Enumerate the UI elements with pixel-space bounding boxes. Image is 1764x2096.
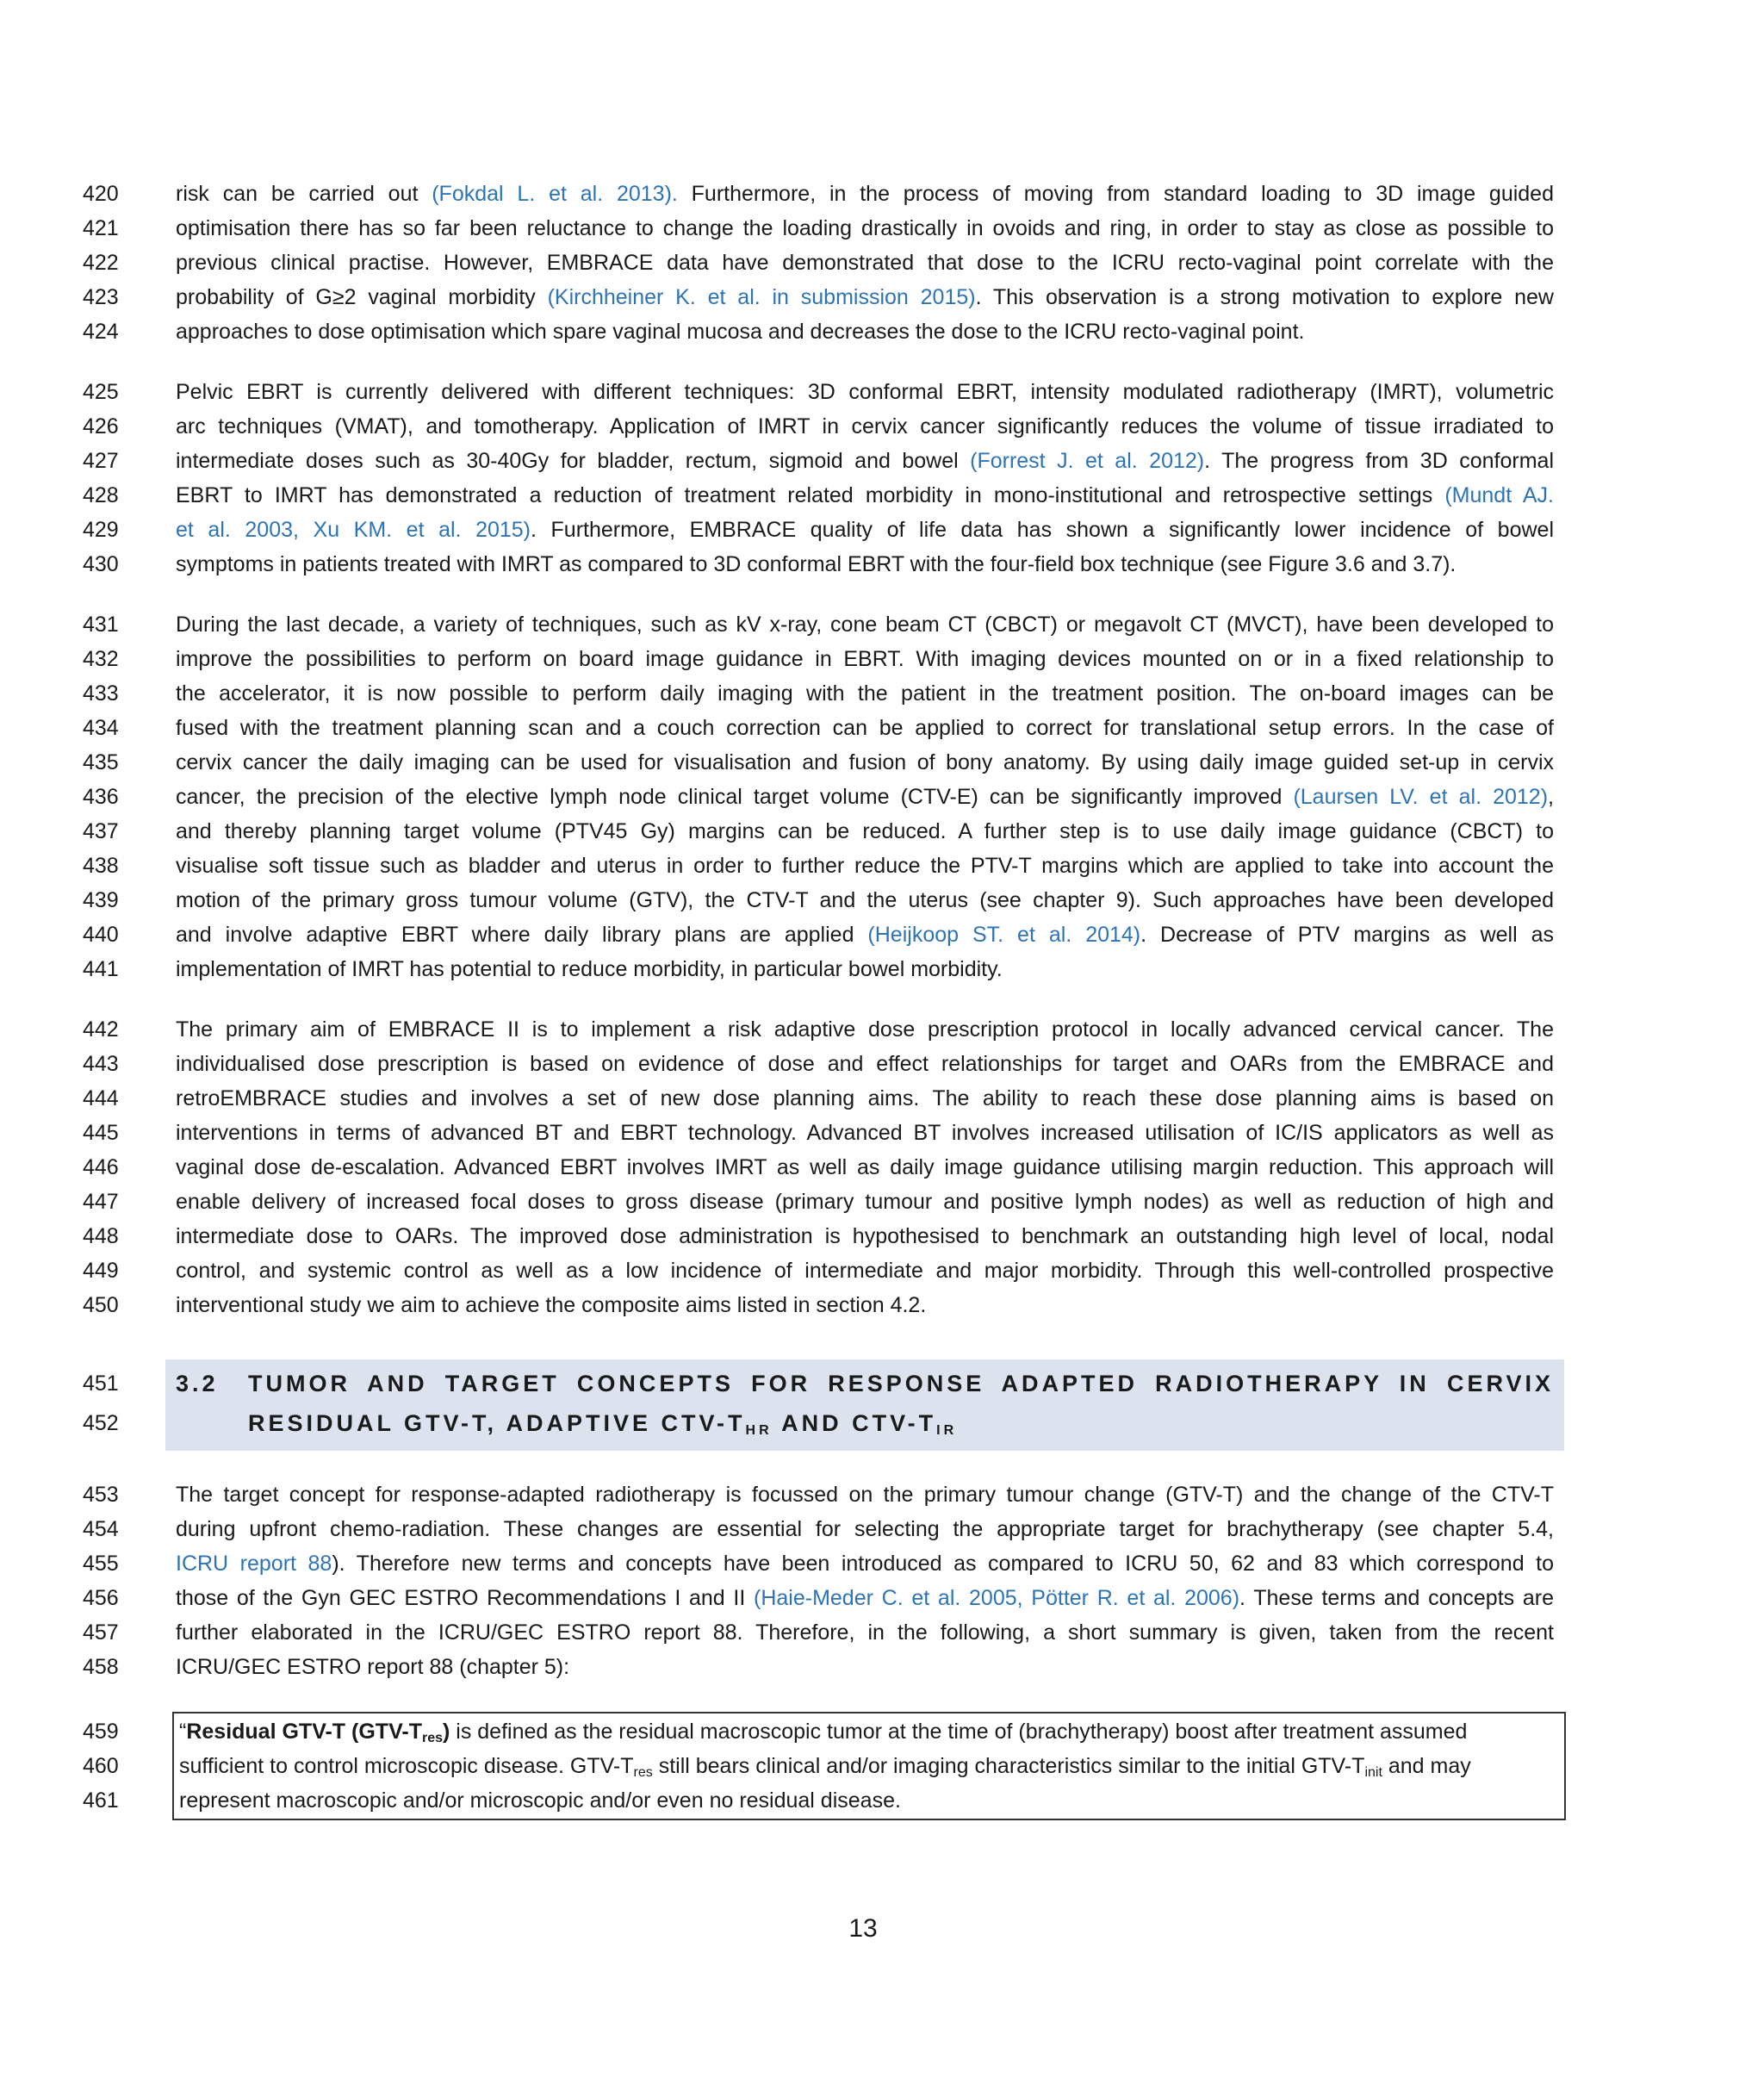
- line-number: 426: [83, 414, 119, 438]
- text-line: [0, 1288, 1764, 1322]
- line-number: 427: [83, 449, 119, 473]
- line-text: [176, 780, 1554, 814]
- citation-link[interactable]: (Heijkoop ST. et al. 2014): [867, 923, 1141, 947]
- text-line: [0, 409, 1764, 444]
- text-line: [0, 1012, 1764, 1047]
- line-text: [176, 883, 1554, 917]
- text-line: [0, 280, 1764, 314]
- line-text: [176, 547, 1554, 582]
- text-line: [0, 1185, 1764, 1219]
- line-text: [176, 1288, 1554, 1322]
- line-text: [176, 513, 1554, 547]
- line-text: [176, 1615, 1554, 1650]
- section-title-line-2: RESIDUAL GTV-T, ADAPTIVE CTV-$T_{HR}$ AND CTV-$T_{IR}$: [248, 1410, 958, 1438]
- text-line: [0, 711, 1764, 745]
- text-segment: approaches to dose optimisation which spare vaginal mucosa and decreases the dose to the ICRU recto-vaginal point.: [176, 320, 1305, 344]
- text-segment: improve the possibilities to perform on board image guidance in EBRT. With imaging devices mounted on or in a fixed relationship to: [176, 647, 1554, 671]
- text-segment: control, and systemic control as well as a low incidence of intermediate and major morbidity. Through this well-controlled prospective: [176, 1259, 1554, 1283]
- text-line: [0, 745, 1764, 780]
- line-text: [176, 676, 1554, 711]
- text-line: [0, 1150, 1764, 1185]
- line-number: 436: [83, 785, 119, 809]
- text-line: [0, 814, 1764, 849]
- line-text: [176, 1047, 1554, 1081]
- line-number: 451: [83, 1371, 119, 1396]
- line-text: [176, 1116, 1554, 1150]
- line-number: 450: [83, 1293, 119, 1317]
- line-number: 432: [83, 647, 119, 671]
- text-segment: The primary aim of EMBRACE II is to implement a risk adaptive dose prescription protocol in locally advanced cervical cancer. The: [176, 1017, 1554, 1042]
- text-line: [0, 1477, 1764, 1512]
- text-line: [0, 917, 1764, 952]
- line-text: [176, 177, 1554, 211]
- line-text: [176, 642, 1554, 676]
- text-segment: EBRT to IMRT has demonstrated a reduction of treatment related morbidity in mono-institutional and retrospective settings: [176, 483, 1445, 507]
- text-segment: and involve adaptive EBRT where daily library plans are applied: [176, 923, 868, 947]
- line-text: [176, 952, 1554, 986]
- text-line: [0, 211, 1764, 246]
- line-number: 421: [83, 216, 119, 240]
- defined-term: Residual GTV-T $(GTV-T_{res})$: [186, 1720, 450, 1745]
- line-number: 425: [83, 380, 119, 404]
- line-text: [176, 1081, 1554, 1116]
- line-number: 422: [83, 251, 119, 275]
- line-text: [176, 607, 1554, 642]
- definition-text: “Residual GTV-T $(GTV-T_{res})$ is defined as the residual macroscopic tumor at the time of (brachytherapy) boost after treatment assumed: [179, 1720, 1468, 1745]
- text-line: [0, 607, 1764, 642]
- citation-link[interactable]: (Fokdal L. et al. 2013).: [432, 182, 678, 206]
- line-number: 447: [83, 1190, 119, 1214]
- line-text: [176, 711, 1554, 745]
- text-line: [0, 478, 1764, 513]
- page-number: 13: [848, 1914, 878, 1943]
- definition-line-459: [0, 1714, 1764, 1749]
- section-number: 3.2: [176, 1371, 219, 1396]
- line-number: 444: [83, 1086, 119, 1110]
- line-text: [176, 917, 1554, 952]
- line-number: 423: [83, 285, 119, 309]
- line-text: [176, 1150, 1554, 1185]
- line-text: [176, 409, 1554, 444]
- line-number: 437: [83, 819, 119, 843]
- text-line: [0, 1512, 1764, 1546]
- text-line: [0, 246, 1764, 280]
- line-number: 448: [83, 1224, 119, 1248]
- line-number: 460: [83, 1754, 119, 1778]
- line-number: 420: [83, 182, 119, 206]
- text-line: [0, 1219, 1764, 1253]
- text-segment: during upfront chemo-radiation. These changes are essential for selecting the appropriate target for brachytherapy (see chapter 5.4,: [176, 1517, 1554, 1541]
- line-number: 459: [83, 1720, 119, 1744]
- line-number: 456: [83, 1586, 119, 1610]
- citation-link[interactable]: et al. 2003, Xu KM. et al. 2015): [176, 518, 531, 542]
- line-number: 431: [83, 613, 119, 637]
- line-text: [176, 246, 1554, 280]
- line-number: 428: [83, 483, 119, 507]
- line-number: 442: [83, 1017, 119, 1042]
- text-line: [0, 1615, 1764, 1650]
- citation-link[interactable]: (Forrest J. et al. 2012): [970, 449, 1205, 473]
- text-line: [0, 952, 1764, 986]
- text-segment: retroEMBRACE studies and involves a set of new dose planning aims. The ability to reach these dose planning aims is based on: [176, 1086, 1554, 1110]
- line-text: [176, 745, 1554, 780]
- citation-link[interactable]: (Kirchheiner K. et al. in submission 2015): [547, 285, 976, 309]
- citation-link[interactable]: (Haie-Meder C. et al. 2005, Pötter R. et al. 2006): [754, 1586, 1240, 1610]
- text-segment: interventions in terms of advanced BT and EBRT technology. Advanced BT involves increased utilisation of IC/IS applicators as well as: [176, 1121, 1554, 1145]
- line-number: 424: [83, 320, 119, 344]
- text-segment: individualised dose prescription is based on evidence of dose and effect relationships for target and OARs from the EMBRACE and: [176, 1052, 1554, 1076]
- text-segment: fused with the treatment planning scan and a couch correction can be applied to correct for translational setup errors. In the case of: [176, 716, 1554, 740]
- text-segment: visualise soft tissue such as bladder and uterus in order to further reduce the PTV-T margins which are applied to take into account the: [176, 854, 1554, 878]
- heading-line-1: [0, 1366, 1764, 1401]
- text-segment: . The progress from 3D conformal: [1204, 449, 1554, 473]
- line-number: 443: [83, 1052, 119, 1076]
- text-segment: ,: [1548, 785, 1554, 809]
- text-segment: During the last decade, a variety of techniques, such as kV x-ray, cone beam CT (CBCT) or megavolt CT (MVCT), have been developed to: [176, 613, 1554, 637]
- text-line: [0, 375, 1764, 409]
- text-segment: vaginal dose de-escalation. Advanced EBRT involves IMRT as well as daily image guidance utilising margin reduction. This approach will: [176, 1155, 1554, 1179]
- text-line: [0, 1253, 1764, 1288]
- line-text: [176, 1512, 1554, 1546]
- citation-link[interactable]: ICRU report 88: [176, 1552, 332, 1576]
- line-number: 461: [83, 1788, 119, 1813]
- text-line: [0, 314, 1764, 349]
- definition-line-461: [0, 1783, 1764, 1818]
- text-segment: The target concept for response-adapted radiotherapy is focussed on the primary tumour change (GTV-T) and the change of the CTV-T: [176, 1483, 1554, 1507]
- line-number: 446: [83, 1155, 119, 1179]
- text-segment: intermediate doses such as 30-40Gy for bladder, rectum, sigmoid and bowel: [176, 449, 971, 473]
- text-line: [0, 780, 1764, 814]
- text-line: [0, 547, 1764, 582]
- text-line: [0, 642, 1764, 676]
- text-segment: probability of G≥2 vaginal morbidity: [176, 285, 548, 309]
- text-segment: interventional study we aim to achieve the composite aims listed in section 4.2.: [176, 1293, 927, 1317]
- line-number: 429: [83, 518, 119, 542]
- text-line: [0, 1116, 1764, 1150]
- text-line: [0, 444, 1764, 478]
- text-segment: cervix cancer the daily imaging can be used for visualisation and fusion of bony anatomy. By using daily image guided set-up in cervix: [176, 750, 1554, 774]
- text-segment: motion of the primary gross tumour volume (GTV), the CTV-T and the uterus (see chapter 9). Such approaches have been developed: [176, 888, 1554, 912]
- text-segment: those of the Gyn GEC ESTRO Recommendations I and II: [176, 1586, 754, 1610]
- line-text: [176, 814, 1554, 849]
- definition-line-460: [0, 1749, 1764, 1783]
- line-number: 445: [83, 1121, 119, 1145]
- text-segment: implementation of IMRT has potential to reduce morbidity, in particular bowel morbidity.: [176, 957, 1003, 981]
- line-number: 454: [83, 1517, 119, 1541]
- text-segment: optimisation there has so far been reluctance to change the loading drastically in ovoids and ring, in order to stay as close as possible to: [176, 216, 1554, 240]
- line-number: 435: [83, 750, 119, 774]
- citation-link[interactable]: (Laursen LV. et al. 2012): [1293, 785, 1549, 809]
- text-segment: . Decrease of PTV margins as well as: [1140, 923, 1554, 947]
- line-number: 458: [83, 1655, 119, 1679]
- text-segment: symptoms in patients treated with IMRT as compared to 3D conformal EBRT with the four-field box technique (see Figure 3.6 and 3.7).: [176, 552, 1457, 576]
- text-line: [0, 513, 1764, 547]
- line-number: 452: [83, 1411, 119, 1435]
- text-segment: arc techniques (VMAT), and tomotherapy. Application of IMRT in cervix cancer significantly reduces the volume of tissue irradiated to: [176, 414, 1554, 438]
- section-title-line-1: TUMOR AND TARGET CONCEPTS FOR RESPONSE ADAPTED RADIOTHERAPY IN CERVIX: [248, 1371, 1554, 1396]
- line-text: [176, 478, 1554, 513]
- line-text: [176, 444, 1554, 478]
- line-number: 441: [83, 957, 119, 981]
- text-line: [0, 177, 1764, 211]
- line-text: [176, 1581, 1554, 1615]
- text-segment: previous clinical practise. However, EMBRACE data have demonstrated that dose to the ICRU recto-vaginal point correlate with the: [176, 251, 1554, 275]
- line-number: 430: [83, 552, 119, 576]
- text-segment: further elaborated in the ICRU/GEC ESTRO report 88. Therefore, in the following, a short summary is given, taken from the recent: [176, 1620, 1554, 1645]
- line-text: [176, 211, 1554, 246]
- line-number: 438: [83, 854, 119, 878]
- line-number: 439: [83, 888, 119, 912]
- line-text: [176, 314, 1554, 349]
- text-line: [0, 1581, 1764, 1615]
- text-line: [0, 1047, 1764, 1081]
- line-text: [176, 1219, 1554, 1253]
- text-segment: risk can be carried out: [176, 182, 432, 206]
- line-number: 457: [83, 1620, 119, 1645]
- text-segment: and thereby planning target volume (PTV45 Gy) margins can be reduced. A further step is to use daily image guidance (CBCT) to: [176, 819, 1554, 843]
- text-line: [0, 1546, 1764, 1581]
- line-text: [176, 1253, 1554, 1288]
- line-text: [176, 1546, 1554, 1581]
- definition-text: represent macroscopic and/or microscopic and/or even no residual disease.: [179, 1788, 901, 1813]
- text-segment: ICRU/GEC ESTRO report 88 (chapter 5):: [176, 1655, 570, 1679]
- line-text: [176, 1012, 1554, 1047]
- text-line: [0, 1650, 1764, 1684]
- line-number: 449: [83, 1259, 119, 1283]
- line-text: [176, 1477, 1554, 1512]
- text-segment: ). Therefore new terms and concepts have been introduced as compared to ICRU 50, 62 and 83 which correspond to: [332, 1552, 1554, 1576]
- line-number: 433: [83, 681, 119, 706]
- line-number: 455: [83, 1552, 119, 1576]
- line-text: [176, 280, 1554, 314]
- text-segment: Pelvic EBRT is currently delivered with different techniques: 3D conformal EBRT, intensity modulated radiotherapy (IMRT), volumetric: [176, 380, 1554, 404]
- definition-text: sufficient to control microscopic disease. GTV-$T_{res}$ still bears clinical and/or imaging characteristics similar to the initial GTV-$T_{init}$ and may: [179, 1754, 1471, 1780]
- text-line: [0, 849, 1764, 883]
- citation-link[interactable]: (Mundt AJ.: [1444, 483, 1554, 507]
- text-segment: . These terms and concepts are: [1239, 1586, 1554, 1610]
- line-number: 434: [83, 716, 119, 740]
- text-line: [0, 883, 1764, 917]
- text-segment: . This observation is a strong motivation to explore new: [975, 285, 1554, 309]
- text-line: [0, 1081, 1764, 1116]
- line-text: [176, 375, 1554, 409]
- text-line: [0, 676, 1764, 711]
- text-segment: intermediate dose to OARs. The improved dose administration is hypothesised to benchmark an outstanding high level of local, nodal: [176, 1224, 1554, 1248]
- line-number: 453: [83, 1483, 119, 1507]
- line-text: [176, 1650, 1554, 1684]
- heading-line-2: [0, 1406, 1764, 1440]
- line-text: [176, 849, 1554, 883]
- text-segment: enable delivery of increased focal doses to gross disease (primary tumour and positive lymph nodes) as well as reduction of high and: [176, 1190, 1554, 1214]
- text-segment: . Furthermore, EMBRACE quality of life data has shown a significantly lower incidence of bowel: [531, 518, 1554, 542]
- text-segment: Furthermore, in the process of moving from standard loading to 3D image guided: [677, 182, 1554, 206]
- text-segment: cancer, the precision of the elective lymph node clinical target volume (CTV-E) can be significantly improved: [176, 785, 1294, 809]
- text-segment: the accelerator, it is now possible to perform daily imaging with the patient in the treatment position. The on-board images can be: [176, 681, 1554, 706]
- line-text: [176, 1185, 1554, 1219]
- line-number: 440: [83, 923, 119, 947]
